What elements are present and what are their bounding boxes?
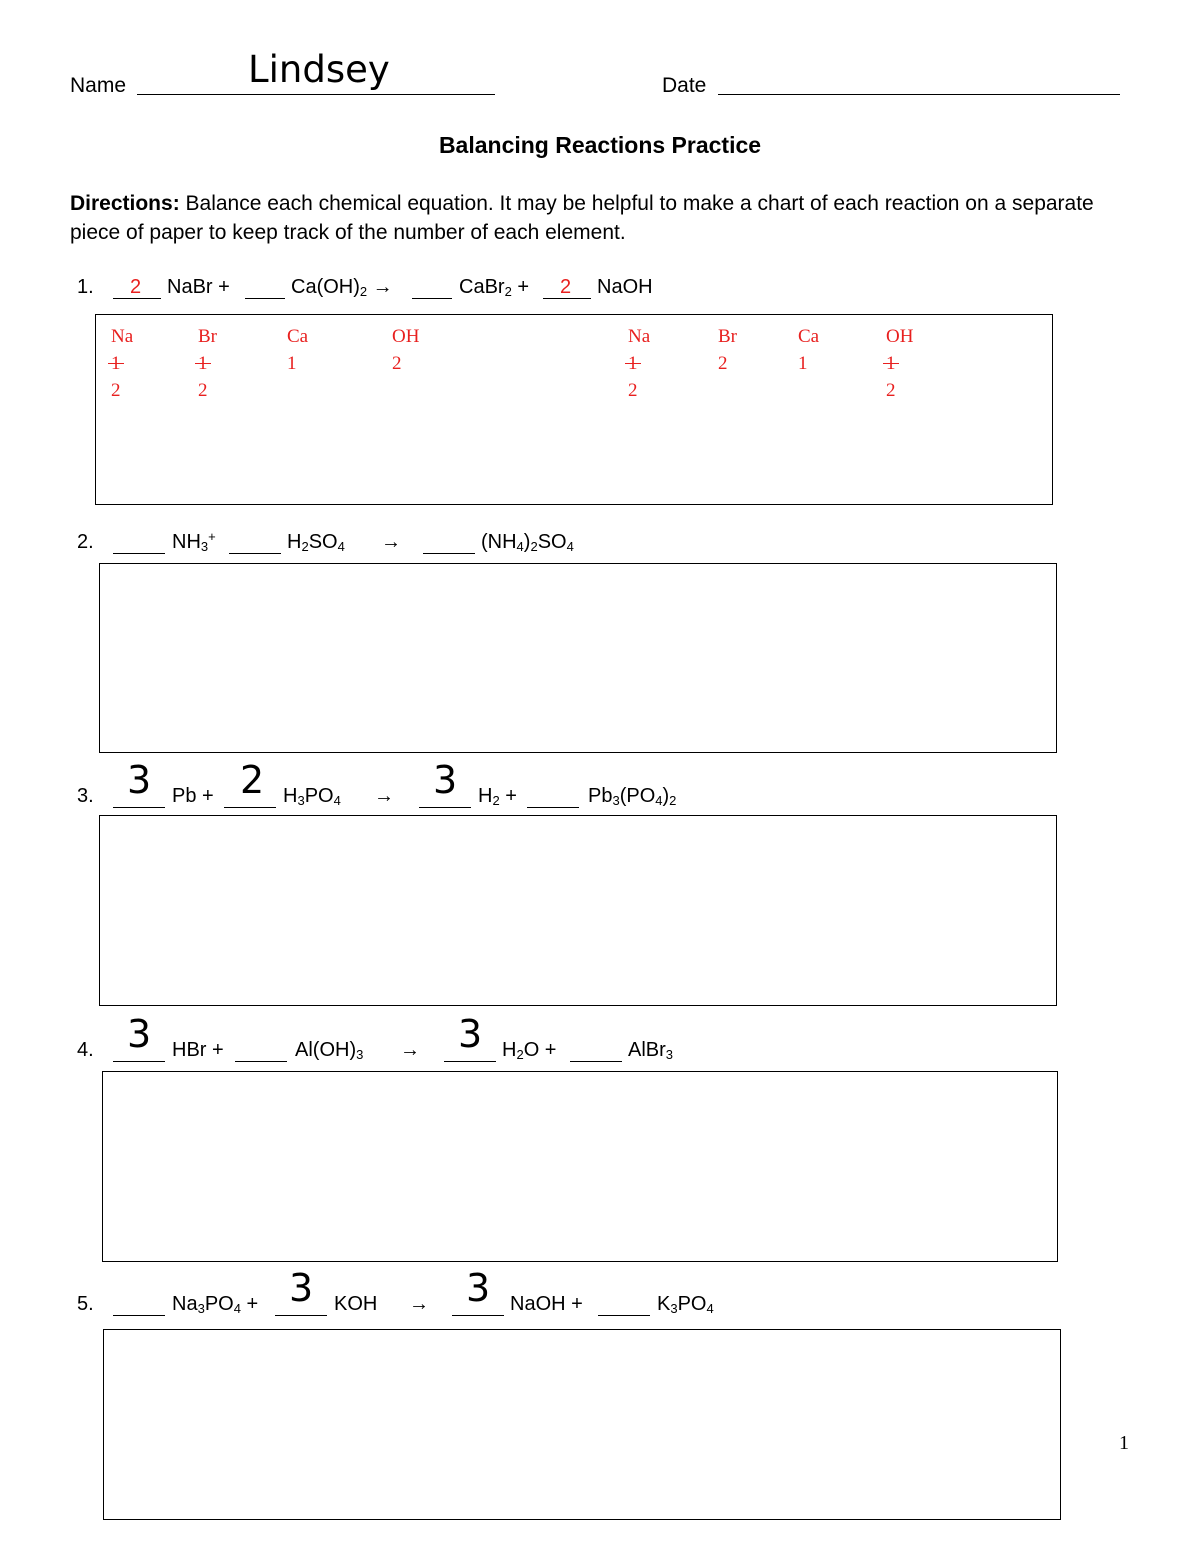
coefficient-answer: 2: [240, 758, 265, 802]
coefficient-blank[interactable]: [113, 1315, 165, 1316]
coefficient-answer: 3: [458, 1012, 483, 1056]
name-label: Name: [70, 74, 127, 97]
date-field[interactable]: [718, 94, 1120, 95]
coefficient-blank[interactable]: [113, 1061, 165, 1062]
problem-1-work-box[interactable]: [95, 314, 1053, 505]
problem-5-work-box[interactable]: [103, 1329, 1061, 1520]
tally-column: OH 2: [392, 326, 420, 374]
problem-4-work-box[interactable]: [102, 1071, 1058, 1262]
problem-number: 3.: [77, 785, 94, 807]
problem-number: 1.: [77, 276, 94, 298]
page-number: 1: [1119, 1432, 1129, 1454]
coefficient-blank[interactable]: [444, 1061, 496, 1062]
coefficient-answer: 2: [130, 276, 142, 298]
problem-2-work-box[interactable]: [99, 563, 1057, 753]
coefficient-blank[interactable]: [419, 807, 471, 808]
name-value: Lindsey: [248, 48, 390, 91]
coefficient-answer: 3: [466, 1266, 491, 1310]
coefficient-blank[interactable]: [452, 1315, 504, 1316]
coefficient-answer: 3: [127, 1012, 152, 1056]
page-title: Balancing Reactions Practice: [438, 132, 762, 158]
name-field[interactable]: [137, 94, 495, 95]
coefficient-answer: 3: [289, 1266, 314, 1310]
tally-column: Ca 1: [798, 326, 820, 374]
directions-text: Balance each chemical equation. It may be helpful to make a chart of each reaction on a separate piece of paper to keep track of the number of each element.: [70, 192, 1094, 244]
date-label: Date: [662, 74, 707, 97]
coefficient-blank[interactable]: [224, 807, 276, 808]
coefficient-blank[interactable]: [245, 298, 285, 299]
coefficient-blank[interactable]: [412, 298, 452, 299]
problem-number: 4.: [77, 1039, 94, 1061]
problem-3-work-box[interactable]: [99, 815, 1057, 1006]
coefficient-answer: 3: [433, 758, 458, 802]
coefficient-blank[interactable]: [275, 1315, 327, 1316]
coefficient-blank[interactable]: [598, 1315, 650, 1316]
tally-column: Na 1 2: [628, 326, 651, 401]
tally-column: Br 2: [718, 326, 737, 374]
coefficient-blank[interactable]: [423, 553, 475, 554]
coefficient-blank[interactable]: [570, 1061, 622, 1062]
coefficient-blank[interactable]: [235, 1061, 287, 1062]
coefficient-blank[interactable]: [113, 553, 165, 554]
coefficient-blank[interactable]: [527, 807, 579, 808]
directions: [70, 189, 1130, 247]
coefficient-answer: 2: [560, 276, 572, 298]
directions-label: Directions:: [70, 192, 180, 215]
coefficient-answer: 3: [127, 758, 152, 802]
coefficient-blank[interactable]: [229, 553, 281, 554]
tally-column: Br 1 2: [198, 326, 217, 401]
tally-column: OH 1 2: [886, 326, 914, 401]
tally-column: Na 1 2: [111, 326, 134, 401]
problem-number: 2.: [77, 531, 94, 553]
coefficient-blank[interactable]: [113, 807, 165, 808]
problem-number: 5.: [77, 1293, 94, 1315]
tally-column: Ca 1: [287, 326, 309, 374]
